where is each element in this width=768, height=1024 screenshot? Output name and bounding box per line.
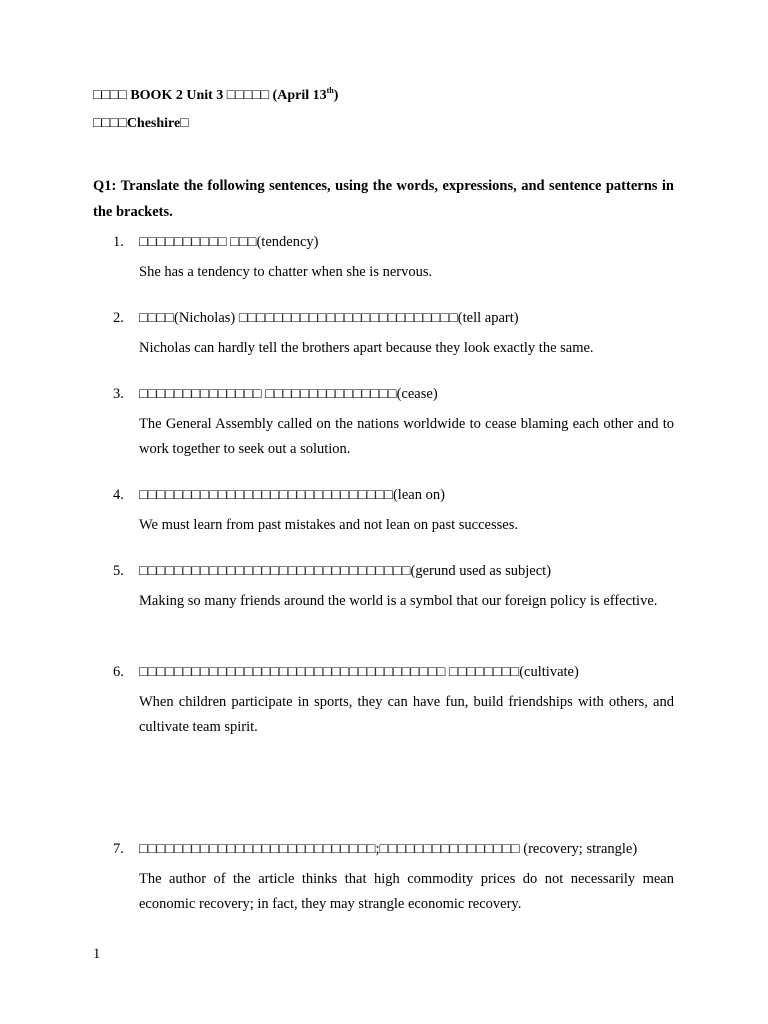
item-number: 1. (113, 234, 124, 250)
item-number: 6. (113, 664, 124, 680)
page-number: 1 (93, 946, 101, 962)
item-english-translation: The author of the article thinks that high commodity prices do not necessarily mean economic recovery; in fact, they may strangle economic recovery. (139, 871, 674, 912)
item-number: 3. (113, 386, 124, 402)
item-chinese-prompt: □□□□□□□□□□□□□□□□□□□□□□□□□□□;□□□□□□□□□□□□□□□□ (recovery; strangle) (139, 841, 638, 857)
question-instruction: Q1: Translate the following sentences, using the words, expressions, and sentence patterns in the brackets. (93, 178, 674, 220)
document-title (93, 86, 338, 104)
author-line: □□□□Cheshire□ (93, 116, 189, 131)
item-number: 7. (113, 841, 124, 857)
item-chinese-prompt: □□□□(Nicholas) □□□□□□□□□□□□□□□□□□□□□□□□□(tell apart) (139, 310, 519, 326)
item-english-translation: The General Assembly called on the nations worldwide to cease blaming each other and to work together to seek out a solution. (139, 416, 674, 457)
item-chinese-prompt: □□□□□□□□□□□□□□□□□□□□□□□□□□□□□□□□□□□ □□□□□□□□(cultivate) (139, 664, 579, 680)
item-chinese-prompt: □□□□□□□□□□□□□□□□□□□□□□□□□□□□□(lean on) (139, 487, 445, 503)
item-chinese-prompt: □□□□□□□□□□□□□□ □□□□□□□□□□□□□□□(cease) (139, 386, 438, 402)
item-number: 4. (113, 487, 124, 503)
item-english-translation: When children participate in sports, they can have fun, build friendships with others, and cultivate team spirit. (139, 694, 674, 735)
item-chinese-prompt: □□□□□□□□□□ □□□(tendency) (139, 234, 319, 250)
item-english-translation: Making so many friends around the world is a symbol that our foreign policy is effective. (139, 593, 658, 609)
item-number: 5. (113, 563, 124, 579)
title-main: □□□□ BOOK 2 Unit 3 □□□□□ (April 13 (93, 88, 327, 103)
title-superscript: th (326, 86, 334, 95)
item-number: 2. (113, 310, 124, 326)
item-chinese-prompt: □□□□□□□□□□□□□□□□□□□□□□□□□□□□□□□(gerund used as subject) (139, 563, 552, 579)
item-english-translation: We must learn from past mistakes and not lean on past successes. (139, 517, 518, 533)
item-english-translation: Nicholas can hardly tell the brothers apart because they look exactly the same. (139, 340, 594, 356)
item-english-translation: She has a tendency to chatter when she is nervous. (139, 264, 433, 280)
title-end: ) (333, 88, 339, 103)
